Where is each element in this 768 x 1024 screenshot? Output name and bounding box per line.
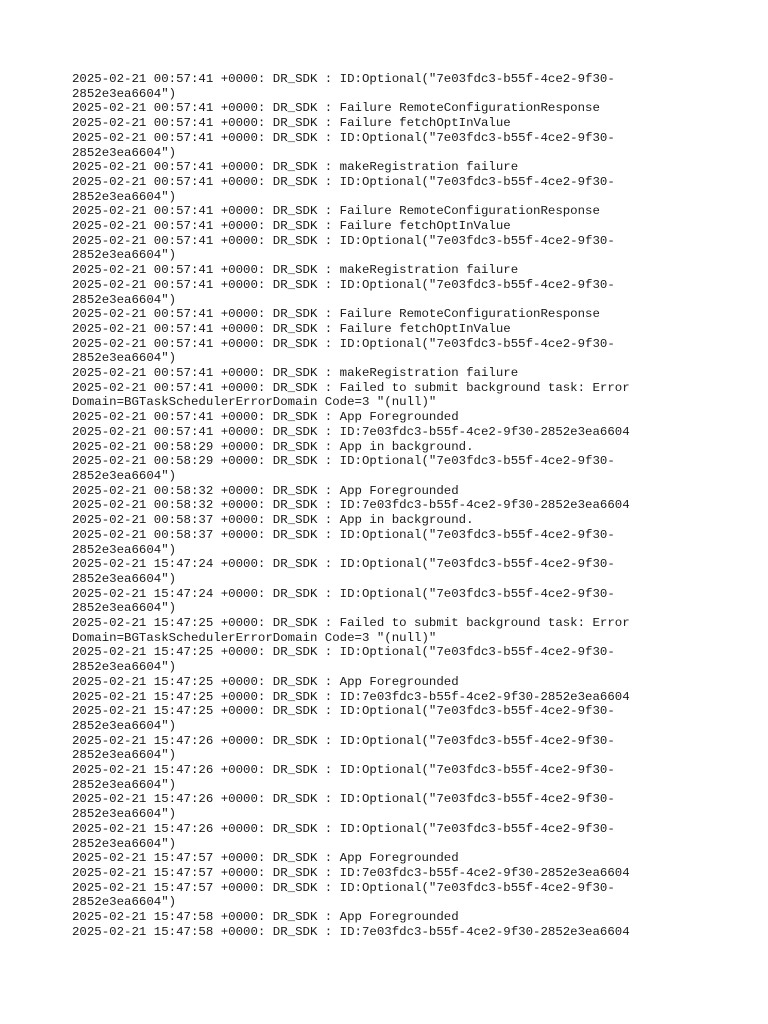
log-line: 2025-02-21 00:57:41 +0000: DR_SDK : ID:Optional("7e03fdc3-b55f-4ce2-9f30- [72,174,615,189]
log-line: 2852e3ea6604") [72,571,177,586]
log-line: 2852e3ea6604") [72,748,177,763]
log-line: 2025-02-21 15:47:26 +0000: DR_SDK : ID:Optional("7e03fdc3-b55f-4ce2-9f30- [72,733,615,748]
log-line: 2025-02-21 00:57:41 +0000: DR_SDK : makeRegistration failure [72,263,519,278]
log-line: 2025-02-21 00:57:41 +0000: DR_SDK : Failure RemoteConfigurationResponse [72,101,600,116]
log-line: 2025-02-21 00:57:41 +0000: DR_SDK : ID:7e03fdc3-b55f-4ce2-9f30-2852e3ea6604 [72,424,630,439]
log-line: 2025-02-21 00:57:41 +0000: DR_SDK : Failure fetchOptInValue [72,219,511,234]
log-line: 2852e3ea6604") [72,351,177,366]
log-line: 2025-02-21 00:58:32 +0000: DR_SDK : ID:7e03fdc3-b55f-4ce2-9f30-2852e3ea6604 [72,498,630,513]
log-line: 2025-02-21 15:47:25 +0000: DR_SDK : ID:Optional("7e03fdc3-b55f-4ce2-9f30- [72,704,615,719]
log-line: 2025-02-21 15:47:58 +0000: DR_SDK : App Foregrounded [72,910,459,925]
log-line: 2025-02-21 15:47:57 +0000: DR_SDK : ID:7e03fdc3-b55f-4ce2-9f30-2852e3ea6604 [72,865,630,880]
log-line: 2025-02-21 15:47:25 +0000: DR_SDK : ID:7e03fdc3-b55f-4ce2-9f30-2852e3ea6604 [72,689,630,704]
log-line: 2025-02-21 00:57:41 +0000: DR_SDK : makeRegistration failure [72,366,519,381]
log-line: 2852e3ea6604") [72,807,177,822]
log-line: 2025-02-21 00:57:41 +0000: DR_SDK : ID:Optional("7e03fdc3-b55f-4ce2-9f30- [72,130,615,145]
log-line: 2025-02-21 00:58:32 +0000: DR_SDK : App Foregrounded [72,483,459,498]
log-line: 2025-02-21 15:47:57 +0000: DR_SDK : App Foregrounded [72,851,459,866]
log-line: 2025-02-21 15:47:24 +0000: DR_SDK : ID:Optional("7e03fdc3-b55f-4ce2-9f30- [72,586,615,601]
log-line: 2025-02-21 15:47:57 +0000: DR_SDK : ID:Optional("7e03fdc3-b55f-4ce2-9f30- [72,880,615,895]
log-line: 2852e3ea6604") [72,601,177,616]
log-line: 2025-02-21 00:57:41 +0000: DR_SDK : Failure fetchOptInValue [72,321,511,336]
log-line: 2025-02-21 00:57:41 +0000: DR_SDK : ID:Optional("7e03fdc3-b55f-4ce2-9f30- [72,233,615,248]
log-line: 2852e3ea6604") [72,86,177,101]
log-line: 2852e3ea6604") [72,468,177,483]
log-line: 2025-02-21 15:47:25 +0000: DR_SDK : ID:Optional("7e03fdc3-b55f-4ce2-9f30- [72,645,615,660]
log-line: 2025-02-21 00:57:41 +0000: DR_SDK : Failed to submit background task: Error [72,380,630,395]
log-line: 2025-02-21 00:57:41 +0000: DR_SDK : ID:Optional("7e03fdc3-b55f-4ce2-9f30- [72,72,615,86]
log-line: 2852e3ea6604") [72,292,177,307]
log-line: 2025-02-21 00:58:29 +0000: DR_SDK : ID:Optional("7e03fdc3-b55f-4ce2-9f30- [72,454,615,469]
log-line: 2025-02-21 00:58:37 +0000: DR_SDK : ID:Optional("7e03fdc3-b55f-4ce2-9f30- [72,527,615,542]
log-line: 2852e3ea6604") [72,718,177,733]
log-line: 2025-02-21 00:57:41 +0000: DR_SDK : ID:Optional("7e03fdc3-b55f-4ce2-9f30- [72,277,615,292]
log-line: 2852e3ea6604") [72,777,177,792]
log-line: Domain=BGTaskSchedulerErrorDomain Code=3 "(null)" [72,395,437,410]
log-line: 2852e3ea6604") [72,660,177,675]
log-line: 2025-02-21 00:57:41 +0000: DR_SDK : Failure fetchOptInValue [72,116,511,131]
log-line: 2025-02-21 15:47:58 +0000: DR_SDK : ID:7e03fdc3-b55f-4ce2-9f30-2852e3ea6604 [72,924,630,939]
log-line: 2025-02-21 00:58:29 +0000: DR_SDK : App in background. [72,439,474,454]
log-text-block [72,72,768,939]
log-line: 2025-02-21 15:47:24 +0000: DR_SDK : ID:Optional("7e03fdc3-b55f-4ce2-9f30- [72,557,615,572]
log-line: 2025-02-21 15:47:26 +0000: DR_SDK : ID:Optional("7e03fdc3-b55f-4ce2-9f30- [72,821,615,836]
log-line: 2852e3ea6604") [72,248,177,263]
log-line: 2852e3ea6604") [72,145,177,160]
log-line: Domain=BGTaskSchedulerErrorDomain Code=3 "(null)" [72,630,437,645]
log-line: 2025-02-21 15:47:25 +0000: DR_SDK : App Foregrounded [72,674,459,689]
log-line: 2025-02-21 00:57:41 +0000: DR_SDK : makeRegistration failure [72,160,519,175]
log-line: 2025-02-21 00:58:37 +0000: DR_SDK : App in background. [72,513,474,528]
log-line: 2852e3ea6604") [72,189,177,204]
log-line: 2025-02-21 15:47:25 +0000: DR_SDK : Failed to submit background task: Error [72,616,630,631]
log-line: 2025-02-21 00:57:41 +0000: DR_SDK : Failure RemoteConfigurationResponse [72,204,600,219]
log-line: 2852e3ea6604") [72,836,177,851]
log-line: 2025-02-21 00:57:41 +0000: DR_SDK : ID:Optional("7e03fdc3-b55f-4ce2-9f30- [72,336,615,351]
log-line: 2852e3ea6604") [72,895,177,910]
log-line: 2852e3ea6604") [72,542,177,557]
log-line: 2025-02-21 00:57:41 +0000: DR_SDK : Failure RemoteConfigurationResponse [72,307,600,322]
log-line: 2025-02-21 15:47:26 +0000: DR_SDK : ID:Optional("7e03fdc3-b55f-4ce2-9f30- [72,792,615,807]
log-line: 2025-02-21 15:47:26 +0000: DR_SDK : ID:Optional("7e03fdc3-b55f-4ce2-9f30- [72,763,615,778]
log-line: 2025-02-21 00:57:41 +0000: DR_SDK : App Foregrounded [72,410,459,425]
